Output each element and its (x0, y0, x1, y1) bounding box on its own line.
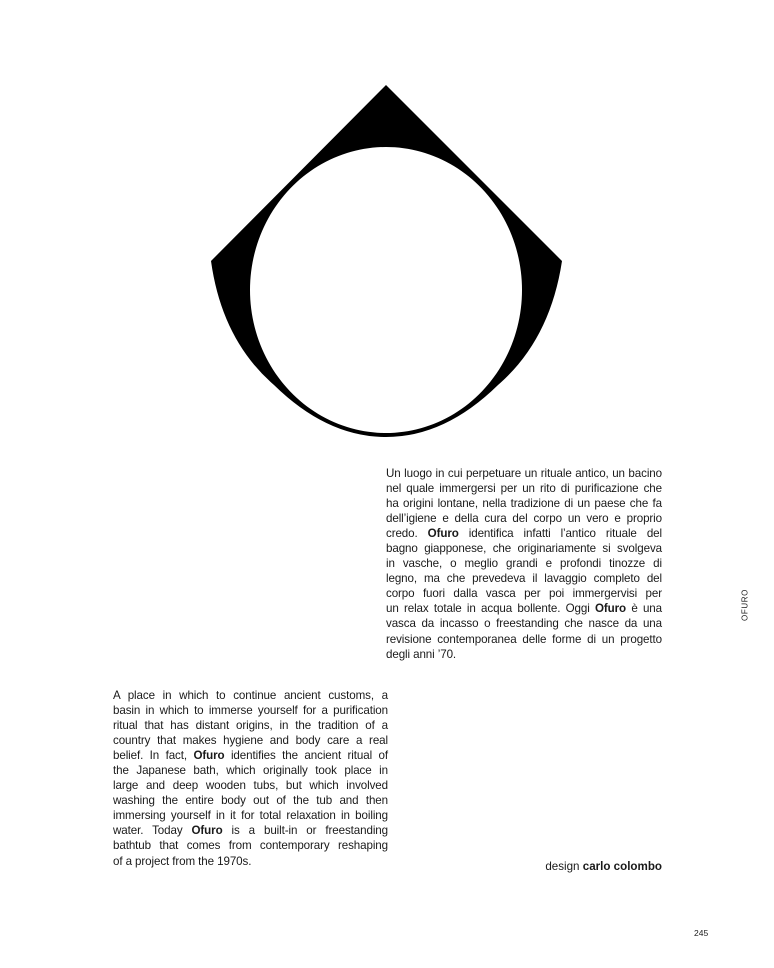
page-number: 245 (694, 928, 709, 938)
designer-credit (545, 860, 662, 873)
text-line: belief. In fact, Ofuro identifies the ancient ritual of (113, 749, 388, 763)
text-line: bathtub that comes from contemporary reshaping (113, 839, 388, 853)
text-line: ha origini lontane, nella tradizione di un paese che fa (386, 497, 662, 511)
english-description (113, 688, 388, 869)
text-line: of a project from the 1970s. (113, 854, 252, 868)
diamond-ring-shape (211, 85, 562, 437)
text-line: dell’igiene e della cura del corpo un vero e proprio (386, 512, 662, 526)
text-line: un relax totale in acqua bollente. Oggi Ofuro è una (386, 602, 662, 616)
text-line: A place in which to continue ancient customs, a (113, 689, 388, 702)
text-line: degli anni ’70. (386, 647, 457, 661)
text-line: credo. Ofuro identifica infatti l’antico rituale del (386, 527, 662, 541)
text-line: in vasche, o meglio grandi e profondi tinozze di (386, 557, 662, 571)
text-line: bagno giapponese, che originariamente si svolgeva (386, 542, 662, 556)
designer-name: carlo colombo (582, 860, 662, 873)
text-line: ritual that has distant origins, in the tradition of a (113, 719, 388, 733)
text-line: Un luogo in cui perpetuare un rituale antico, un bacino (386, 467, 662, 480)
ofuro-logo-graphic (0, 0, 774, 460)
text-line: nel quale immergersi per un rito di purificazione che (386, 482, 662, 496)
text-line: basin in which to immerse yourself for a purification (113, 704, 388, 718)
text-line: vasca da incasso o freestanding che nasce da una (386, 617, 662, 631)
italian-description (386, 466, 662, 662)
text-line: water. Today Ofuro is a built-in or freestanding (113, 824, 388, 838)
text-line: the Japanese bath, which originally took place in (113, 764, 388, 778)
text-line: corpo fuori dalla vasca per poi immergervisi per (386, 587, 662, 601)
text-line: washing the entire body out of the tub and then (113, 794, 388, 808)
text-line: legno, ma che prevedeva il lavaggio completo del (386, 572, 662, 586)
side-product-label: OFURO (740, 589, 750, 621)
text-line: country that makes hygiene and body care a real (113, 734, 388, 748)
text-line: immersing yourself in it for total relaxation in boiling (113, 809, 388, 823)
text-line: large and deep wooden tubs, but which involved (113, 779, 388, 793)
credit-prefix: design (545, 860, 580, 873)
text-line: revisione contemporanea delle forme di un progetto (386, 632, 662, 646)
